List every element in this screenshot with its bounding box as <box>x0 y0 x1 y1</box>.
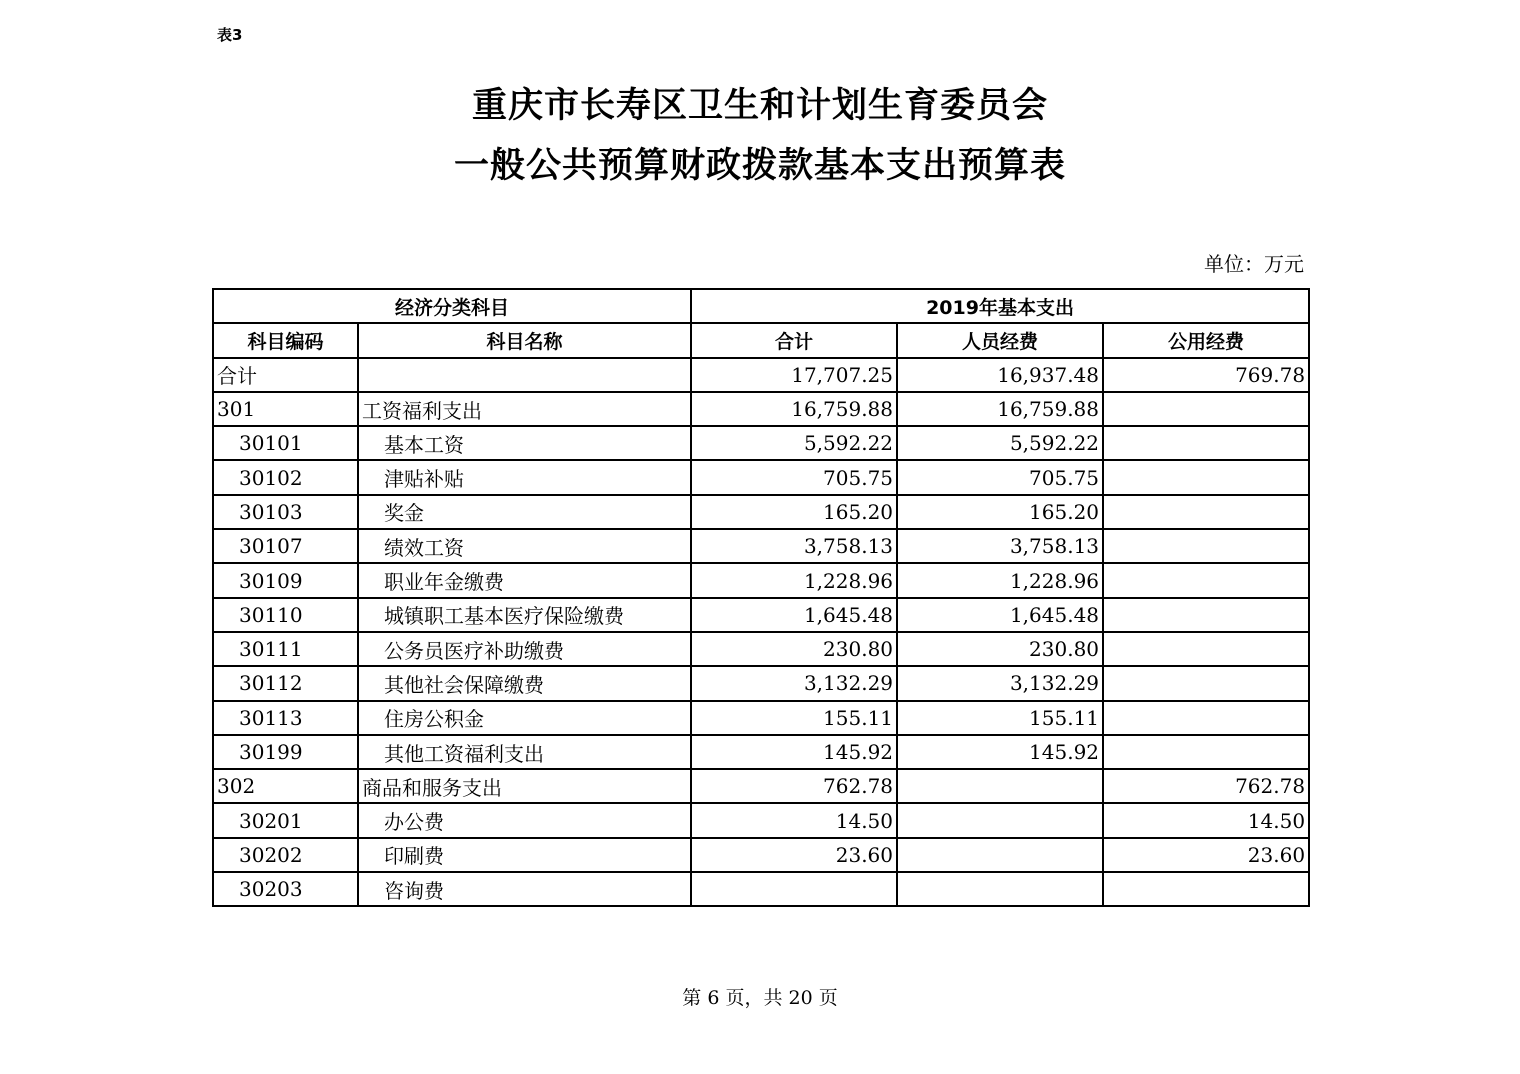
cell-name: 基本工资 <box>358 426 691 460</box>
cell-name <box>358 358 691 392</box>
cell-total: 14.50 <box>691 803 897 837</box>
cell-public: 769.78 <box>1103 358 1309 392</box>
cell-public: 14.50 <box>1103 803 1309 837</box>
table-row <box>213 460 1309 494</box>
cell-public <box>1103 392 1309 426</box>
cell-personnel: 1,228.96 <box>897 563 1103 597</box>
page-footer: 第 6 页，共 20 页 <box>682 987 838 1009</box>
table-row <box>213 872 1309 906</box>
cell-total <box>691 872 897 906</box>
cell-public <box>1103 872 1309 906</box>
table-row <box>213 495 1309 529</box>
budget-table <box>212 288 1310 907</box>
cell-personnel: 155.11 <box>897 701 1103 735</box>
cell-name: 商品和服务支出 <box>358 769 691 803</box>
table-row <box>213 529 1309 563</box>
cell-code: 30203 <box>213 872 358 906</box>
table-column-header-row <box>213 323 1309 357</box>
cell-personnel <box>897 872 1103 906</box>
cell-public <box>1103 495 1309 529</box>
cell-personnel: 16,759.88 <box>897 392 1103 426</box>
cell-code: 30101 <box>213 426 358 460</box>
header-name: 科目名称 <box>358 323 691 357</box>
cell-name: 咨询费 <box>358 872 691 906</box>
table-group-header-row <box>213 289 1309 323</box>
document-title-line-1: 重庆市长寿区卫生和计划生育委员会 <box>471 86 1048 126</box>
cell-total: 16,759.88 <box>691 392 897 426</box>
table-row <box>213 838 1309 872</box>
cell-personnel: 705.75 <box>897 460 1103 494</box>
cell-personnel <box>897 803 1103 837</box>
cell-total: 762.78 <box>691 769 897 803</box>
cell-code: 30202 <box>213 838 358 872</box>
header-basic-expenditure: 2019年基本支出 <box>691 289 1309 323</box>
cell-code: 30201 <box>213 803 358 837</box>
cell-total: 145.92 <box>691 735 897 769</box>
cell-personnel: 165.20 <box>897 495 1103 529</box>
table-row <box>213 392 1309 426</box>
cell-personnel <box>897 838 1103 872</box>
table-row <box>213 563 1309 597</box>
cell-code: 30103 <box>213 495 358 529</box>
unit-label: 单位：万元 <box>1204 252 1304 276</box>
cell-name: 公务员医疗补助缴费 <box>358 632 691 666</box>
cell-total: 230.80 <box>691 632 897 666</box>
cell-total: 23.60 <box>691 838 897 872</box>
cell-personnel: 3,132.29 <box>897 666 1103 700</box>
cell-name: 其他工资福利支出 <box>358 735 691 769</box>
cell-public <box>1103 701 1309 735</box>
cell-code: 30112 <box>213 666 358 700</box>
cell-code: 30102 <box>213 460 358 494</box>
cell-public <box>1103 460 1309 494</box>
cell-public <box>1103 426 1309 460</box>
table-row <box>213 701 1309 735</box>
cell-code: 30107 <box>213 529 358 563</box>
cell-name: 奖金 <box>358 495 691 529</box>
cell-name: 办公费 <box>358 803 691 837</box>
cell-total: 155.11 <box>691 701 897 735</box>
cell-name: 绩效工资 <box>358 529 691 563</box>
cell-name: 职业年金缴费 <box>358 563 691 597</box>
table-body <box>213 358 1309 907</box>
cell-total: 3,758.13 <box>691 529 897 563</box>
header-economic-classification: 经济分类科目 <box>213 289 691 323</box>
cell-total: 705.75 <box>691 460 897 494</box>
cell-public: 23.60 <box>1103 838 1309 872</box>
cell-code: 301 <box>213 392 358 426</box>
cell-public: 762.78 <box>1103 769 1309 803</box>
cell-total: 1,645.48 <box>691 598 897 632</box>
header-code: 科目编码 <box>213 323 358 357</box>
cell-code: 30109 <box>213 563 358 597</box>
cell-code: 302 <box>213 769 358 803</box>
table-row <box>213 666 1309 700</box>
cell-name: 住房公积金 <box>358 701 691 735</box>
cell-personnel <box>897 769 1103 803</box>
cell-code: 合计 <box>213 358 358 392</box>
cell-public <box>1103 598 1309 632</box>
cell-name: 工资福利支出 <box>358 392 691 426</box>
cell-code: 30111 <box>213 632 358 666</box>
table-number-label: 表3 <box>217 26 243 44</box>
cell-code: 30110 <box>213 598 358 632</box>
header-personnel: 人员经费 <box>897 323 1103 357</box>
cell-personnel: 3,758.13 <box>897 529 1103 563</box>
cell-total: 1,228.96 <box>691 563 897 597</box>
cell-public <box>1103 529 1309 563</box>
cell-total: 5,592.22 <box>691 426 897 460</box>
cell-code: 30113 <box>213 701 358 735</box>
cell-personnel: 1,645.48 <box>897 598 1103 632</box>
table-row <box>213 735 1309 769</box>
cell-public <box>1103 735 1309 769</box>
cell-personnel: 16,937.48 <box>897 358 1103 392</box>
header-public: 公用经费 <box>1103 323 1309 357</box>
table-row <box>213 632 1309 666</box>
cell-personnel: 145.92 <box>897 735 1103 769</box>
cell-total: 17,707.25 <box>691 358 897 392</box>
cell-name: 其他社会保障缴费 <box>358 666 691 700</box>
cell-public <box>1103 666 1309 700</box>
table-row <box>213 769 1309 803</box>
cell-code: 30199 <box>213 735 358 769</box>
table-row <box>213 803 1309 837</box>
cell-name: 城镇职工基本医疗保险缴费 <box>358 598 691 632</box>
table-row <box>213 598 1309 632</box>
document-title-line-2: 一般公共预算财政拨款基本支出预算表 <box>453 146 1066 186</box>
header-total: 合计 <box>691 323 897 357</box>
cell-total: 3,132.29 <box>691 666 897 700</box>
table-row <box>213 358 1309 392</box>
cell-public <box>1103 632 1309 666</box>
table-row <box>213 426 1309 460</box>
cell-public <box>1103 563 1309 597</box>
cell-total: 165.20 <box>691 495 897 529</box>
cell-personnel: 5,592.22 <box>897 426 1103 460</box>
cell-name: 印刷费 <box>358 838 691 872</box>
cell-name: 津贴补贴 <box>358 460 691 494</box>
cell-personnel: 230.80 <box>897 632 1103 666</box>
